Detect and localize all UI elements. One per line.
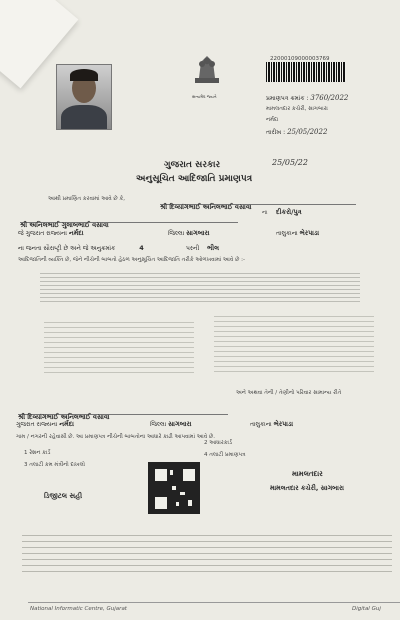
order-list-left xyxy=(44,318,194,374)
digital-gujarat-footer: Digital Guj xyxy=(352,606,381,612)
order-list-right xyxy=(214,312,374,376)
certificate-number: પ્રમાણપત્ર ક્રમાંક : 3760/2022 xyxy=(266,94,349,102)
applicant-name-field: શ્રી અનિલભાઈ ગુલાબભાઈ વસાવા xyxy=(20,212,238,223)
applicant-photo xyxy=(56,64,112,130)
tribe-line: પરની ભીલ xyxy=(186,244,220,252)
emblem-caption: સત્યમેવ જયતે xyxy=(192,94,217,99)
national-emblem-icon xyxy=(190,52,224,92)
certify-line: આથી પ્રમાણિત કરવામાં આવે છે કે, xyxy=(48,196,126,202)
fine-print-block xyxy=(40,270,360,304)
enclosure-2: 2 આધારકાર્ડ xyxy=(204,440,232,446)
applicant-name-field-2: શ્રી દિવ્યાંગભાઈ અનિલભાઈ વસાવા xyxy=(18,404,228,415)
relation-label: ના xyxy=(262,210,268,216)
office-name: મામલતદાર કચેરી, સાગબારા xyxy=(266,106,328,112)
signature-top: 25/05/22 xyxy=(272,158,308,167)
village-line-2: ગુજરાત રાજ્યના નર્મદા xyxy=(16,420,74,428)
enclosure-1: 1 રેશન કાર્ડ xyxy=(24,450,51,456)
mamlatdar-office: મામલતદાર કચેરી, સાગબારા xyxy=(270,484,344,492)
relation-value: દીકરો/પુત્ર xyxy=(276,208,302,216)
district-line: જિલ્લા સાગબારા xyxy=(168,229,210,237)
enclosure-3: 3 તલાટી કમ મંત્રીનો દાખલો xyxy=(24,462,85,468)
basis-line: ગામ / નગરની રહેવાસી છે. આ પ્રમાણપત્ર નીચેની બાબતોના આધારે કાઢી આપવામાં આવે છે. xyxy=(16,434,215,440)
mamlatdar-title: મામલતદાર xyxy=(292,470,323,478)
barcode-number: 22000109000003769 xyxy=(270,56,330,62)
enclosure-4: 4 તલાટી પ્રમાણપત્ર xyxy=(204,452,246,458)
village-line: જે ગુજરાત રાજ્યના નર્મદા xyxy=(18,229,84,237)
family-line: અને અથવા તેની / તેણીનો પરિવાર સામાન્ય રીતે xyxy=(236,390,342,396)
taluka-line-2: તાલુકાના ભેરપાડા xyxy=(250,420,294,428)
government-title: ગુજરાત સરકાર xyxy=(164,160,221,170)
digital-signature-label: ડિજીટલ સહી xyxy=(44,492,83,500)
district-line-2: જિલ્લા સાગબારા xyxy=(150,420,192,428)
tribe-notice: આદિજાતિની વ્યક્તિ છે, જેને નીચેની બાબતો હેઠળ અનુસૂચિત આદિજાતિ તરીકે ઓળખવામાં આવે છે :- xyxy=(18,257,245,263)
taluka-line: તાલુકાના ભેરપાડા xyxy=(276,229,320,237)
qr-code xyxy=(148,462,200,514)
applicant-field-top: શ્રી દિવ્યાંગભાઈ અનિલભાઈ વસાવા xyxy=(160,194,356,205)
schedule-line: ના જનતા સૌરાષ્ટ્રી છે અને જે અનુક્રમાંક 4 xyxy=(18,244,144,252)
district-name: નર્મદા xyxy=(266,117,279,123)
bottom-notes xyxy=(22,530,392,576)
barcode xyxy=(266,62,346,82)
nic-footer: National Informatic Centre, Gujarat xyxy=(30,606,127,612)
footer-divider xyxy=(28,602,400,603)
issue-date: તારીખ : 25/05/2022 xyxy=(266,128,328,136)
certificate-title: અનુસૂચિત આદિજાતિ પ્રમાણપત્ર xyxy=(136,174,253,184)
